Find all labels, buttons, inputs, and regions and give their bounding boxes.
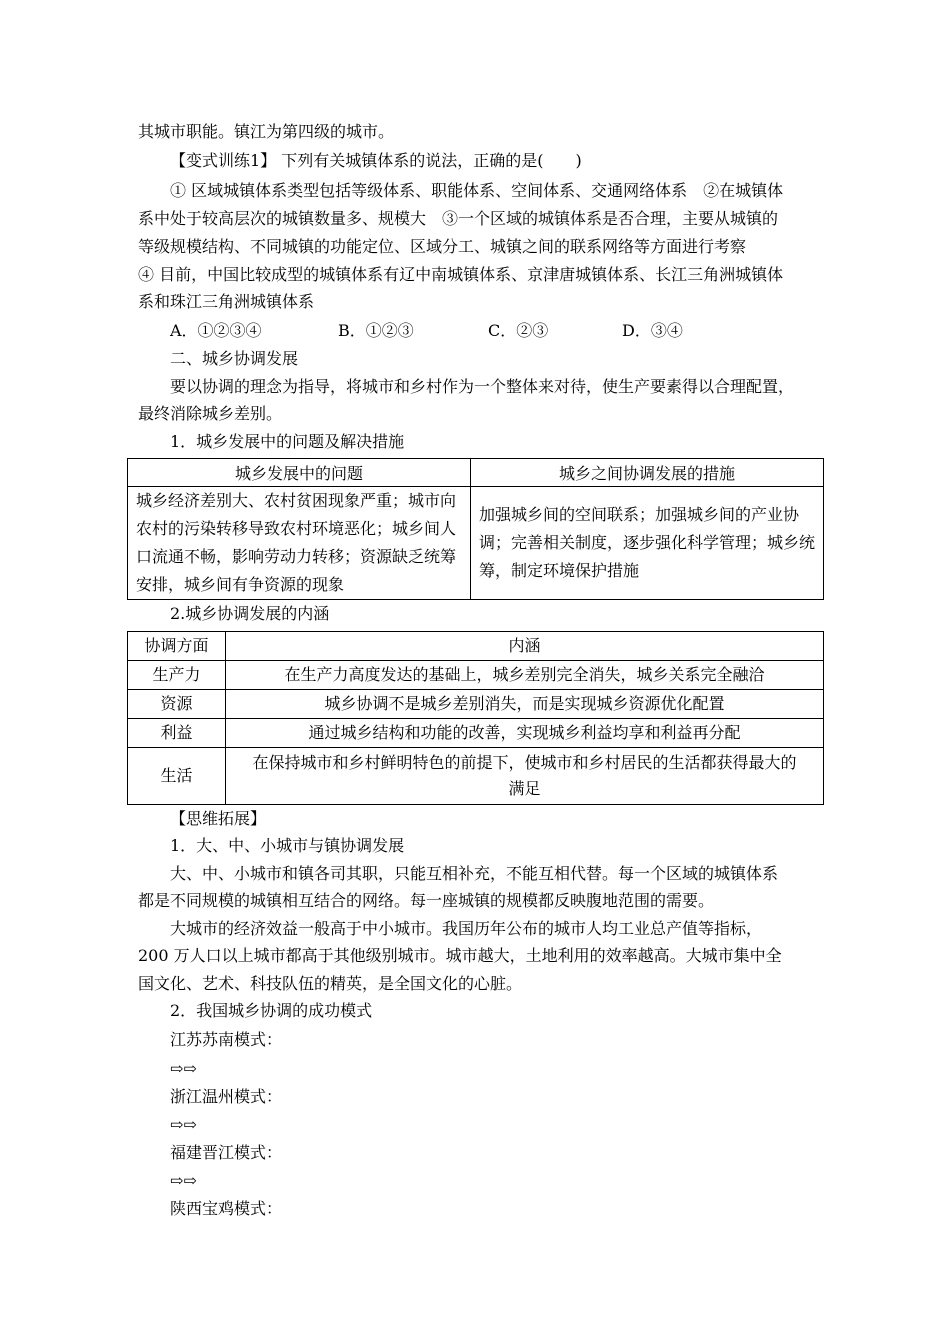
paragraph-line: 最终消除城乡差别。 [138,404,283,423]
answer-options [170,318,770,344]
statement-line: 等级规模结构、不同城镇的功能定位、区域分工、城镇之间的联系网络等方面进行考察 [138,237,747,256]
content-line: 满足 [508,779,541,798]
subheading: 1．城乡发展中的问题及解决措施 [170,432,405,451]
content-cell [226,748,824,805]
aspect-cell: 利益 [128,719,226,748]
model-label: 浙江温州模式： [170,1087,283,1106]
model-label: 江苏苏南模式： [170,1030,283,1049]
table-header: 内涵 [226,632,824,661]
table-header: 城乡之间协调发展的措施 [471,459,824,487]
table-header: 城乡发展中的问题 [128,459,471,487]
intro-line: 其城市职能。镇江为第四级的城市。 [138,122,395,141]
paragraph-line: 200 万人口以上城市都高于其他级别城市。城市越大，土地利用的效率越高。大城市集中全 [138,946,782,965]
aspect-cell: 生活 [128,748,226,805]
option-a: A．①②③④ [170,321,262,340]
content-line: 在保持城市和乡村鲜明特色的前提下，使城市和乡村居民的生活都获得最大的 [252,753,797,772]
statement-line: ④ 目前，中国比较成型的城镇体系有辽中南城镇体系、京津唐城镇体系、长江三角洲城镇体 [138,265,784,284]
table-header: 协调方面 [128,632,226,661]
arrow-line: ⇨⇨ [170,1115,197,1134]
arrow-line: ⇨⇨ [170,1059,197,1078]
subheading: 2.城乡协调发展的内涵 [170,604,330,623]
statement-line: ① 区域城镇体系类型包括等级体系、职能体系、空间体系、交通网络体系 ②在城镇体 [170,181,784,200]
aspect-cell: 资源 [128,690,226,719]
problems-text: 城乡经济差别大、农村贫困现象严重；城市向农村的污染转移导致农村环境恶化；城乡间人口流通不畅，影响劳动力转移；资源缺乏统筹安排，城乡间有争资源的现象 [136,491,457,594]
problems-measures-table [127,458,824,600]
content-cell: 在生产力高度发达的基础上，城乡差别完全消失，城乡关系完全融洽 [226,661,824,690]
model-label: 陕西宝鸡模式： [170,1199,283,1218]
section-heading: 二、城乡协调发展 [170,349,299,368]
measures-text: 加强城乡间的空间联系；加强城乡间的产业协调；完善相关制度，逐步强化科学管理；城乡统筹，制定环境保护措施 [479,505,816,580]
exercise-question: 【变式训练1】 下列有关城镇体系的说法，正确的是( ) [170,151,582,170]
paragraph-line: 大、中、小城市和镇各司其职，只能互相补充，不能互相代替。每一个区域的城镇体系 [170,864,779,883]
model-label: 福建晋江模式： [170,1143,283,1162]
paragraph-line: 大城市的经济效益一般高于中小城市。我国历年公布的城市人均工业总产值等指标， [170,919,763,938]
paragraph-line: 都是不同规模的城镇相互结合的网络。每一座城镇的规模都反映腹地范围的需要。 [138,891,715,910]
statement-line: 系和珠江三角洲城镇体系 [138,292,315,311]
aspect-cell: 生产力 [128,661,226,690]
content-cell: 城乡协调不是城乡差别消失，而是实现城乡资源优化配置 [226,690,824,719]
option-d: D．③④ [622,321,683,340]
option-b: B．①②③ [338,321,414,340]
statement-line: 系中处于较高层次的城镇数量多、规模大 ③一个区域的城镇体系是否合理，主要从城镇的 [138,209,779,228]
thinking-heading: 【思维拓展】 [170,809,267,828]
connotation-table [127,631,824,805]
subheading: 1．大、中、小城市与镇协调发展 [170,836,405,855]
subheading: 2．我国城乡协调的成功模式 [170,1001,373,1020]
table-cell [128,487,471,600]
arrow-line: ⇨⇨ [170,1171,197,1190]
content-cell: 通过城乡结构和功能的改善，实现城乡利益均享和利益再分配 [226,719,824,748]
table-cell [471,487,824,600]
paragraph-line: 国文化、艺术、科技队伍的精英，是全国文化的心脏。 [138,974,523,993]
paragraph-line: 要以协调的理念为指导，将城市和乡村作为一个整体来对待，使生产要素得以合理配置， [170,377,795,396]
option-c: C．②③ [488,321,549,340]
